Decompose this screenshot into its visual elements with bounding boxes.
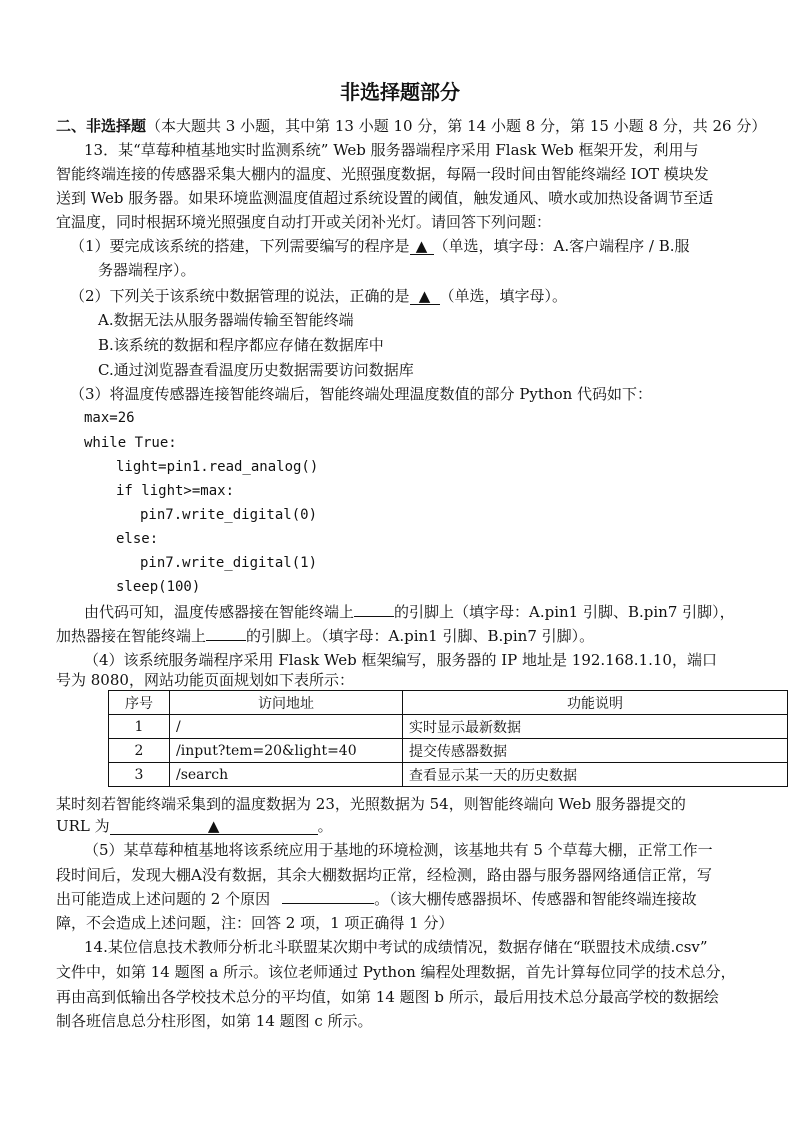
- q13-part5-line: 段时间后，发现大棚A没有数据，其余大棚数据均正常，经检测，路由器与服务器网络通信正常，写: [56, 866, 712, 884]
- table-cell: 实时显示最新数据: [403, 715, 788, 739]
- table-cell: 3: [109, 763, 170, 787]
- q13-part1-cont: 务器端程序）。: [98, 261, 196, 279]
- q14-line: 制各班信息总分柱形图，如第 14 题图 c 所示。: [56, 1012, 373, 1030]
- answer-blank[interactable]: [206, 640, 246, 641]
- option-b: B.该系统的数据和程序都应存储在数据库中: [98, 336, 384, 354]
- q13-part1-text: （1）要完成该系统的搭建，下列需要编写的程序是: [70, 237, 410, 255]
- option-c: C.通过浏览器查看温度历史数据需要访问数据库: [98, 361, 414, 379]
- q14-line: 再由高到低输出各学校技术总分的平均值，如第 14 题图 b 所示，最后用技术总分最高学校的数据绘: [56, 988, 719, 1006]
- q13-part5-line: [56, 889, 697, 909]
- table-cell: /search: [170, 763, 403, 787]
- section-heading: [56, 116, 766, 136]
- table-cell: 查看显示某一天的历史数据: [403, 763, 788, 787]
- q13-intro-line: 送到 Web 服务器。如果环境监测温度值超过系统设置的阈值，触发通风、喷水或加热设备调节至适: [56, 189, 714, 207]
- q13-part5-text: 。（该大棚传感器损坏、传感器和智能终端连接故: [374, 890, 697, 908]
- section-note: （本大题共 3 小题，其中第 13 小题 10 分，第 14 小题 8 分，第 15 小题 8 分，共 26 分）: [146, 117, 767, 135]
- q13-intro-line: 13．某“草莓种植基地实时监测系统” Web 服务器端程序采用 Flask Web 框架开发，利用与: [84, 141, 699, 159]
- table-cell: 2: [109, 739, 170, 763]
- table-cell: /input?tem=20&light=40: [170, 739, 403, 763]
- q13-part4-text: 。: [317, 817, 333, 835]
- route-table: [108, 690, 788, 787]
- q13-part2: [70, 286, 567, 306]
- code-line: else:: [116, 531, 159, 547]
- q13-part4-line: （4）该系统服务端程序采用 Flask Web 框架编写，服务器的 IP 地址是 192.168.1.10，端口: [84, 651, 717, 669]
- q13-part2-text: （单选，填字母）。: [439, 287, 568, 305]
- code-line: pin7.write_digital(0): [140, 507, 318, 523]
- answer-blank[interactable]: ▲: [110, 818, 318, 835]
- table-cell: 提交传感器数据: [403, 739, 788, 763]
- table-row: [109, 763, 788, 787]
- code-line: while True:: [84, 435, 177, 451]
- page-title: 非选择题部分: [340, 80, 460, 104]
- code-line: light=pin1.read_analog(): [116, 459, 319, 475]
- option-a: A.数据无法从服务器端传输至智能终端: [98, 311, 354, 329]
- section-label: 二、非选择题: [56, 117, 147, 135]
- q14-line: 文件中，如第 14 题图 a 所示。该位老师通过 Python 编程处理数据，首先计算每位同学的技术总分，: [56, 963, 736, 981]
- table-cell: 1: [109, 715, 170, 739]
- table-cell: /: [170, 715, 403, 739]
- table-header: 序号: [109, 691, 170, 715]
- q13-part3-text: 由代码可知，温度传感器接在智能终端上: [84, 603, 355, 621]
- q13-part2-text: （2）下列关于该系统中数据管理的说法，正确的是: [70, 287, 410, 305]
- q13-intro-line: 智能终端连接的传感器采集大棚内的温度、光照强度数据，每隔一段时间由智能终端经 IOT 模块发: [56, 165, 709, 183]
- q13-part1: [70, 236, 690, 256]
- table-header-row: [109, 691, 788, 715]
- q13-intro-line: 宜温度，同时根据环境光照强度自动打开或关闭补光灯。请回答下列问题：: [56, 213, 552, 231]
- q13-part1-text: （单选，填字母：A.客户端程序 / B.服: [433, 237, 690, 255]
- q13-part3-text: 的引脚上（填字母：A.pin1 引脚、B.pin7 引脚），: [394, 603, 735, 621]
- code-line: max=26: [84, 410, 135, 426]
- code-line: if light>=max:: [116, 483, 235, 499]
- table-row: [109, 739, 788, 763]
- table-row: [109, 715, 788, 739]
- q13-part3-text: 加热器接在智能终端上: [56, 627, 207, 645]
- code-line: pin7.write_digital(1): [140, 555, 318, 571]
- q13-part4-after: 某时刻若智能终端采集到的温度数据为 23，光照数据为 54，则智能终端向 Web 服务器提交的: [56, 795, 686, 813]
- answer-blank[interactable]: ▲: [410, 288, 440, 305]
- q14-line: 14.某位信息技术教师分析北斗联盟某次期中考试的成绩情况，数据存储在“联盟技术成绩.csv”: [84, 938, 708, 956]
- answer-blank[interactable]: [282, 903, 374, 904]
- q13-part4-text: URL 为: [56, 817, 110, 835]
- q13-part3-text: 的引脚上。（填字母：A.pin1 引脚、B.pin7 引脚）。: [246, 627, 595, 645]
- q13-part3-after: [56, 626, 594, 646]
- code-line: sleep(100): [116, 579, 201, 595]
- q13-part5-line: 障，不会造成上述问题，注：回答 2 项，1 项正确得 1 分）: [56, 914, 454, 932]
- q13-part3: （3）将温度传感器连接智能终端后，智能终端处理温度数值的部分 Python 代码如下：: [70, 385, 653, 403]
- answer-blank[interactable]: ▲: [410, 238, 434, 255]
- q13-part5-text: 出可能造成上述问题的 2 个原因: [56, 890, 271, 908]
- table-header: 功能说明: [403, 691, 788, 715]
- q13-part4-line: 号为 8080，网站功能页面规划如下表所示：: [56, 671, 354, 689]
- table-header: 访问地址: [170, 691, 403, 715]
- q13-part4-url: [56, 816, 333, 836]
- answer-blank[interactable]: [354, 616, 394, 617]
- q13-part5-line: （5）某草莓种植基地将该系统应用于基地的环境检测，该基地共有 5 个草莓大棚，正常工作一: [84, 841, 713, 859]
- q13-part3-after: [84, 602, 735, 622]
